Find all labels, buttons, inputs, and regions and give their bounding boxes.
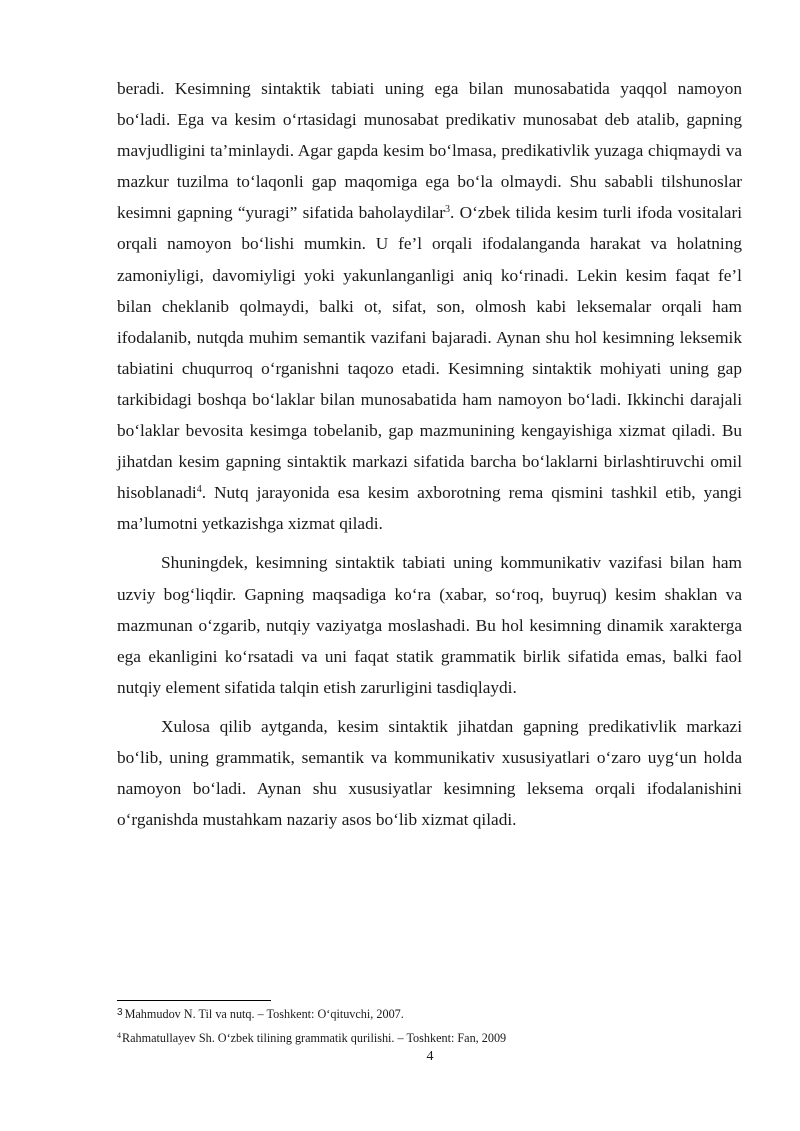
page-number: 4 <box>426 1049 434 1064</box>
paragraph-conclusion: Xulosa qilib aytganda, kesim sintaktik jihatdan gapning predikativlik markazi bo‘lib, uning grammatik, semantik va kommunikativ xususiyatlari o‘zaro uyg‘un holda namoyon bo‘ladi. Aynan shu xususiyatlar kesimning leksema orqali ifodalanishini o‘rganishda mustahkam nazariy asos bo‘lib xizmat qiladi. <box>117 716 742 830</box>
footnote-reference[interactable]: 3 <box>445 204 451 216</box>
footnote <box>117 1029 742 1045</box>
paragraph-text: . O‘zbek tilida kesim turli ifoda vositalari orqali namoyon bo‘lishi mumkin. U fe’l orqali ifodalanganda harakat va holatning zamoniyligi, davomiyligi yoki yakunlanganligi aniq ko‘rinadi. Lekin kesim faqat fe’l bilan cheklanib qolmaydi, balki ot, sifat, son, olmosh kabi leksemalar orqali ham ifodalanib, nutqda muhim semantik vazifani bajaradi. Aynan shu hol kesimning leksemik tabiatini chuqurroq o‘rganishni taqozo etadi. Kesimning sintaktik mohiyati uning gap tarkibidagi boshqa bo‘laklar bilan munosabatida ham namoyon bo‘ladi. Ikkinchi darajali bo‘laklar bevosita kesimga tobelanib, gap mazmunining kengayishiga xizmat qiladi. Bu jihatdan kesim gapning sintaktik markazi sifatida barcha bo‘laklarni birlashtiruvchi omil hisoblanadi <box>117 203 743 503</box>
body-text <box>117 73 742 843</box>
footnote-reference[interactable]: 4 <box>196 484 202 496</box>
footnote <box>117 1006 742 1021</box>
footnote-mark: 4 <box>117 1031 121 1040</box>
footnote-separator <box>117 1000 271 1001</box>
footnote-mark: 3 <box>117 1007 123 1018</box>
paragraph-continuation <box>117 73 742 539</box>
footnote-text: Rahmatullayev Sh. O‘zbek tilining grammatik qurilishi. – Toshkent: Fan, 2009 <box>122 1031 507 1045</box>
paragraph-text: . Nutq jarayonida esa kesim axborotning rema qismini tashkil etib, yangi ma’lumotni yetkazishga xizmat qiladi. <box>117 483 742 534</box>
paragraph: Shuningdek, kesimning sintaktik tabiati uning kommunikativ vazifasi bilan ham uzviy bog‘liqdir. Gapning maqsadiga ko‘ra (xabar, so‘roq, buyruq) kesim shaklan va mazmunan o‘zgarib, nutqiy vaziyatga moslashadi. Bu hol kesimning dinamik xarakterga ega ekanligini ko‘rsatadi va uni faqat statik grammatik birlik sifatida emas, balki faol nutqiy element sifatida talqin etish zarurligini tasdiqlaydi. <box>117 553 742 697</box>
footnotes <box>117 1006 742 1053</box>
paragraph-text: beradi. Kesimning sintaktik tabiati uning ega bilan munosabatida yaqqol namoyon bo‘ladi. Ega va kesim o‘rtasidagi munosabat predikativ munosabat deb atalib, gapning mavjudligini ta’minlaydi. Agar gapda kesim bo‘lmasa, predikativlik yuzaga chiqmaydi va mazkur tuzilma to‘laqonli gap maqomiga ega bo‘la olmaydi. Shu sababli tilshunoslar kesimni gapning “yuragi” sifatida baholaydilar <box>117 79 742 223</box>
footnote-text: Mahmudov N. Til va nutq. – Toshkent: O‘qituvchi, 2007. <box>124 1007 404 1021</box>
